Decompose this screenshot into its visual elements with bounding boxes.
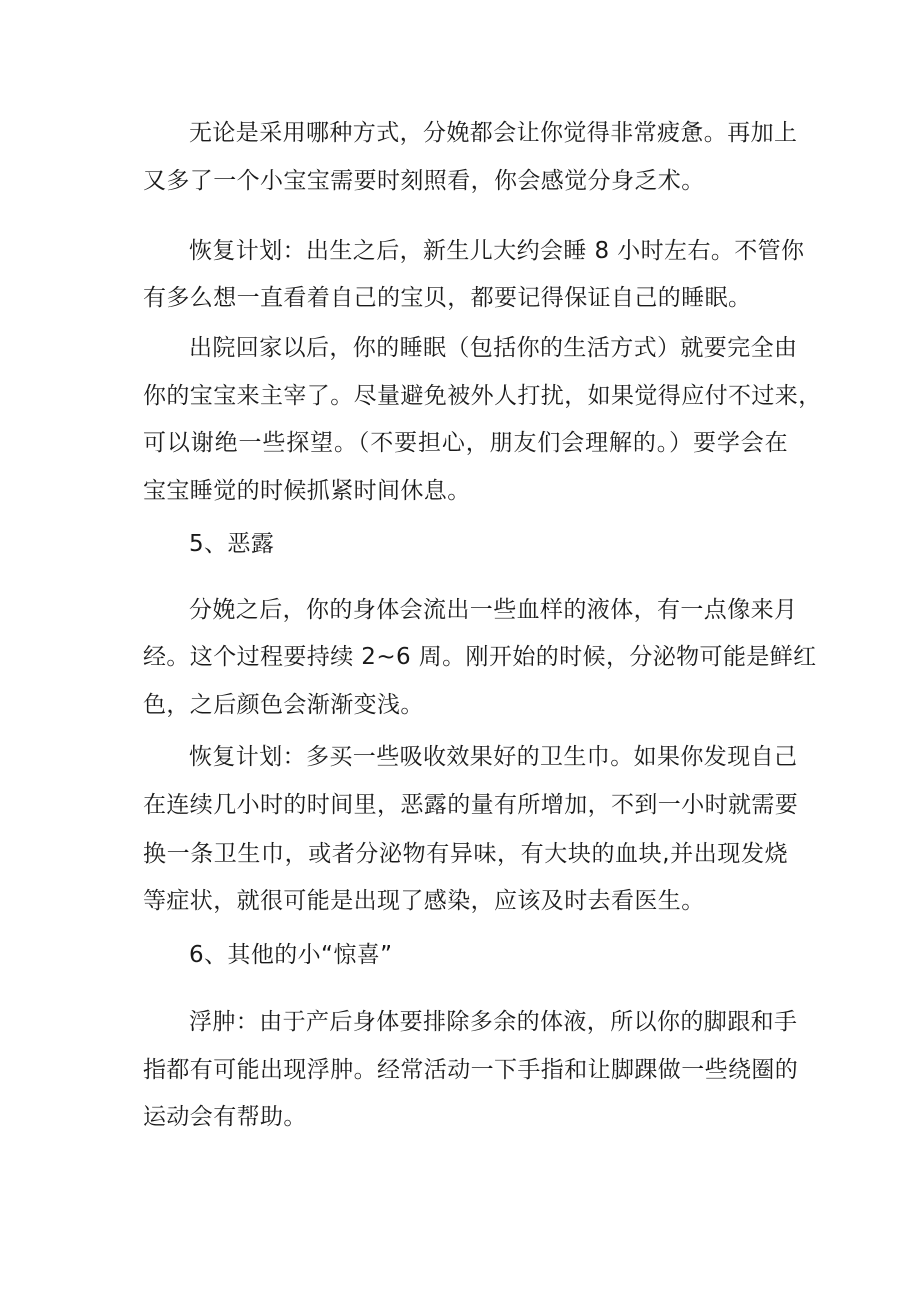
paragraph-line: 指都有可能出现浮肿。经常活动一下手指和让脚踝做一些绕圈的 — [143, 1057, 799, 1083]
paragraph-line: 又多了一个小宝宝需要时刻照看，你会感觉分身乏术。 — [143, 168, 705, 194]
paragraph-line: 你的宝宝来主宰了。尽量避免被外人打扰，如果觉得应付不过来， — [143, 383, 822, 409]
section-heading: 5、恶露 — [189, 531, 275, 557]
paragraph-line: 等症状，就很可能是出现了感染，应该及时去看医生。 — [143, 888, 705, 914]
paragraph-line: 宝宝睡觉的时候抓紧时间休息。 — [143, 478, 471, 504]
paragraph-line: 分娩之后，你的身体会流出一些血样的液体，有一点像来月 — [189, 597, 798, 623]
section-heading: 6、其他的小“惊喜” — [189, 942, 393, 968]
paragraph-line: 恢复计划：多买一些吸收效果好的卫生巾。如果你发现自己 — [189, 744, 798, 770]
paragraph-line: 浮肿：由于产后身体要排除多余的体液，所以你的脚跟和手 — [189, 1009, 798, 1035]
paragraph-line: 换一条卫生巾，或者分泌物有异味，有大块的血块,并出现发烧 — [143, 841, 788, 867]
paragraph-line: 恢复计划：出生之后，新生儿大约会睡 8 小时左右。不管你 — [189, 238, 805, 264]
paragraph-line: 有多么想一直看着自己的宝贝，都要记得保证自己的睡眠。 — [143, 285, 752, 311]
paragraph-line: 无论是采用哪种方式，分娩都会让你觉得非常疲惫。再加上 — [189, 120, 798, 146]
paragraph-line: 运动会有帮助。 — [143, 1104, 307, 1130]
paragraph-line: 经。这个过程要持续 2~6 周。刚开始的时候，分泌物可能是鲜红 — [143, 644, 817, 670]
paragraph-line: 出院回家以后，你的睡眠（包括你的生活方式）就要完全由 — [189, 335, 798, 361]
paragraph-line: 可以谢绝一些探望。（不要担心，朋友们会理解的。）要学会在 — [143, 430, 788, 456]
paragraph-line: 色，之后颜色会渐渐变浅。 — [143, 692, 424, 718]
paragraph-line: 在连续几小时的时间里，恶露的量有所增加，不到一小时就需要 — [143, 792, 799, 818]
